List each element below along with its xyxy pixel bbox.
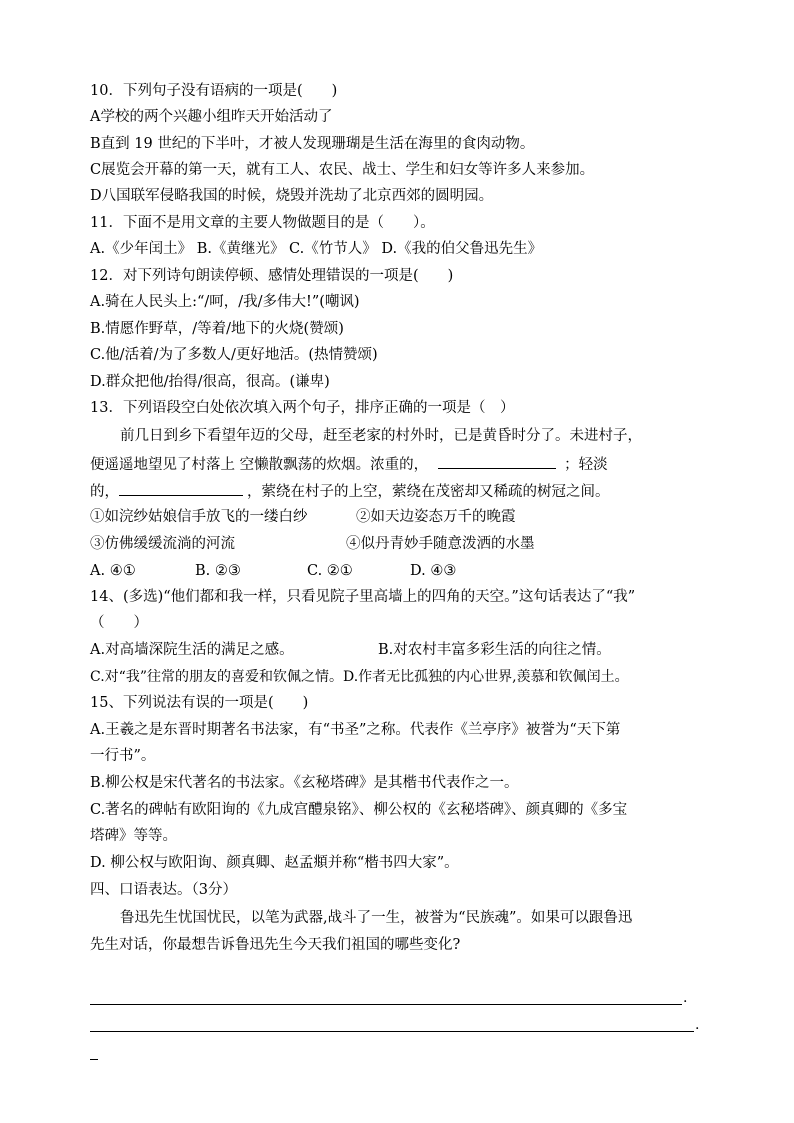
q15-option-b: B.柳公权是宋代著名的书法家。《玄秘塔碑》是其楷书代表作之一。 [90,775,519,791]
q15-option-a-line-1: A.王羲之是东晋时期著名书法家，有“书圣”之称。代表作《兰亭序》被誉为“天下第 [90,722,621,738]
q14-option-a: A.对高墙深院生活的满足之感。 [90,642,294,658]
section-4-title: 四、口语表达。（3分） [90,882,237,898]
q10-stem: 10．下列句子没有语病的一项是( ) [90,83,338,99]
q10-option-c: C展览会开幕的第一天，就有工人、农民、战士、学生和妇女等许多人来参加。 [90,162,595,178]
q13-stem: 13．下列语段空白处依次填入两个句子，排序正确的一项是（ ） [90,400,515,416]
q13-option-d: D. ④③ [410,563,457,579]
section-4-prompt-line-1: 鲁迅先生忧国忧民，以笔为武器,战斗了一生，被誉为“民族魂”。如果可以跟鲁迅 [120,910,633,926]
q11-stem: 11．下面不是用文章的主要人物做题目的是（ ）。 [90,215,435,231]
q14-option-b: B.对农村丰富多彩生活的向往之情。 [378,642,611,658]
q13-sentence-3: ③仿佛缓缓流淌的河流 [90,536,235,552]
answer-line-2[interactable] [90,1031,694,1032]
q15-option-d: D. 柳公权与欧阳询、颜真卿、赵孟頫并称“楷书四大家”。 [90,855,459,871]
answer-line-2-end-dot: . [695,1017,700,1033]
q10-option-a: A学校的两个兴趣小组昨天开始活动了 [90,109,333,125]
q14-option-cd: C.对“我”往常的朋友的喜爱和钦佩之情。D.作者无比孤独的内心世界,羡慕和钦佩闰土。 [90,669,629,685]
q13-passage-line-2 [90,454,608,475]
q15-option-c-line-1: C.著名的碑帖有欧阳询的《九成宫醴泉铭》、柳公权的《玄秘塔碑》、颜真卿的《多宝 [90,802,628,818]
q15-option-c-line-2: 塔碑》等等。 [90,828,177,844]
q13-sentence-2: ②如天边姿态万千的晚霞 [356,509,516,525]
q12-option-d: D.群众把他/抬得/很高，很高。(谦卑) [90,374,330,390]
q10-option-d: D八国联军侵略我国的时候，烧毁并洗劫了北京西郊的圆明园。 [90,188,494,204]
q13-passage-line-2-end: ；轻淡 [564,457,608,473]
answer-line-1[interactable] [90,1004,682,1005]
q13-option-a: A. ④① [90,563,136,579]
q13-passage-line-3 [90,481,610,502]
q12-option-b: B.情愿作野草，/等着/地下的火烧(赞颂) [90,321,344,337]
q15-option-a-line-2: 一行书”。 [90,748,156,764]
section-4-prompt-line-2: 先生对话，你最想告诉鲁迅先生今天我们祖国的哪些变化? [90,937,461,953]
answer-line-1-end-dot: . [683,990,688,1006]
q14-answer-paren: （ ） [90,615,148,631]
q13-passage-line-2-text: 便遥遥地望见了村落上 空懒散飘荡的炊烟。浓重的， [90,457,429,473]
q10-option-b: B直到 19 世纪的下半叶，才被人发现珊瑚是生活在海里的食肉动物。 [90,136,535,152]
q11-options: A.《少年闰土》 B.《黄继光》 C.《竹节人》 D.《我的伯父鲁迅先生》 [90,241,543,257]
q13-blank-1[interactable] [438,454,556,469]
q13-option-c: C. ②① [307,563,353,579]
q13-blank-2[interactable] [119,481,243,496]
q13-passage-line-1: 前几日到乡下看望年迈的父母，赶至老家的村外时，已是黄昏时分了。未进村子， [120,428,642,444]
q13-passage-line-3-text: ，萦绕在村子的上空，萦绕在茂密却又稀疏的树冠之间。 [247,484,610,500]
q12-option-a: A.骑在人民头上:“/呵，/我/多伟大!”(嘲讽) [90,294,360,310]
answer-line-3[interactable] [90,1059,98,1060]
q13-sentence-4: ④似丹青妙手随意泼洒的水墨 [346,536,535,552]
q12-stem: 12．对下列诗句朗读停顿、感情处理错误的一项是( ) [90,268,454,284]
q13-sentence-1: ①如浣纱姑娘信手放飞的一缕白纱 [90,509,308,525]
q13-option-b: B. ②③ [195,563,241,579]
q12-option-c: C.他/活着/为了多数人/更好地活。(热情赞颂) [90,347,378,363]
q15-stem: 15、下列说法有误的一项是( ) [90,695,309,711]
q14-stem: 14、(多选)“他们都和我一样，只看见院子里高墙上的四角的天空。”这句话表达了“我” [90,589,636,605]
q13-passage-line-3-start: 的， [90,484,119,500]
